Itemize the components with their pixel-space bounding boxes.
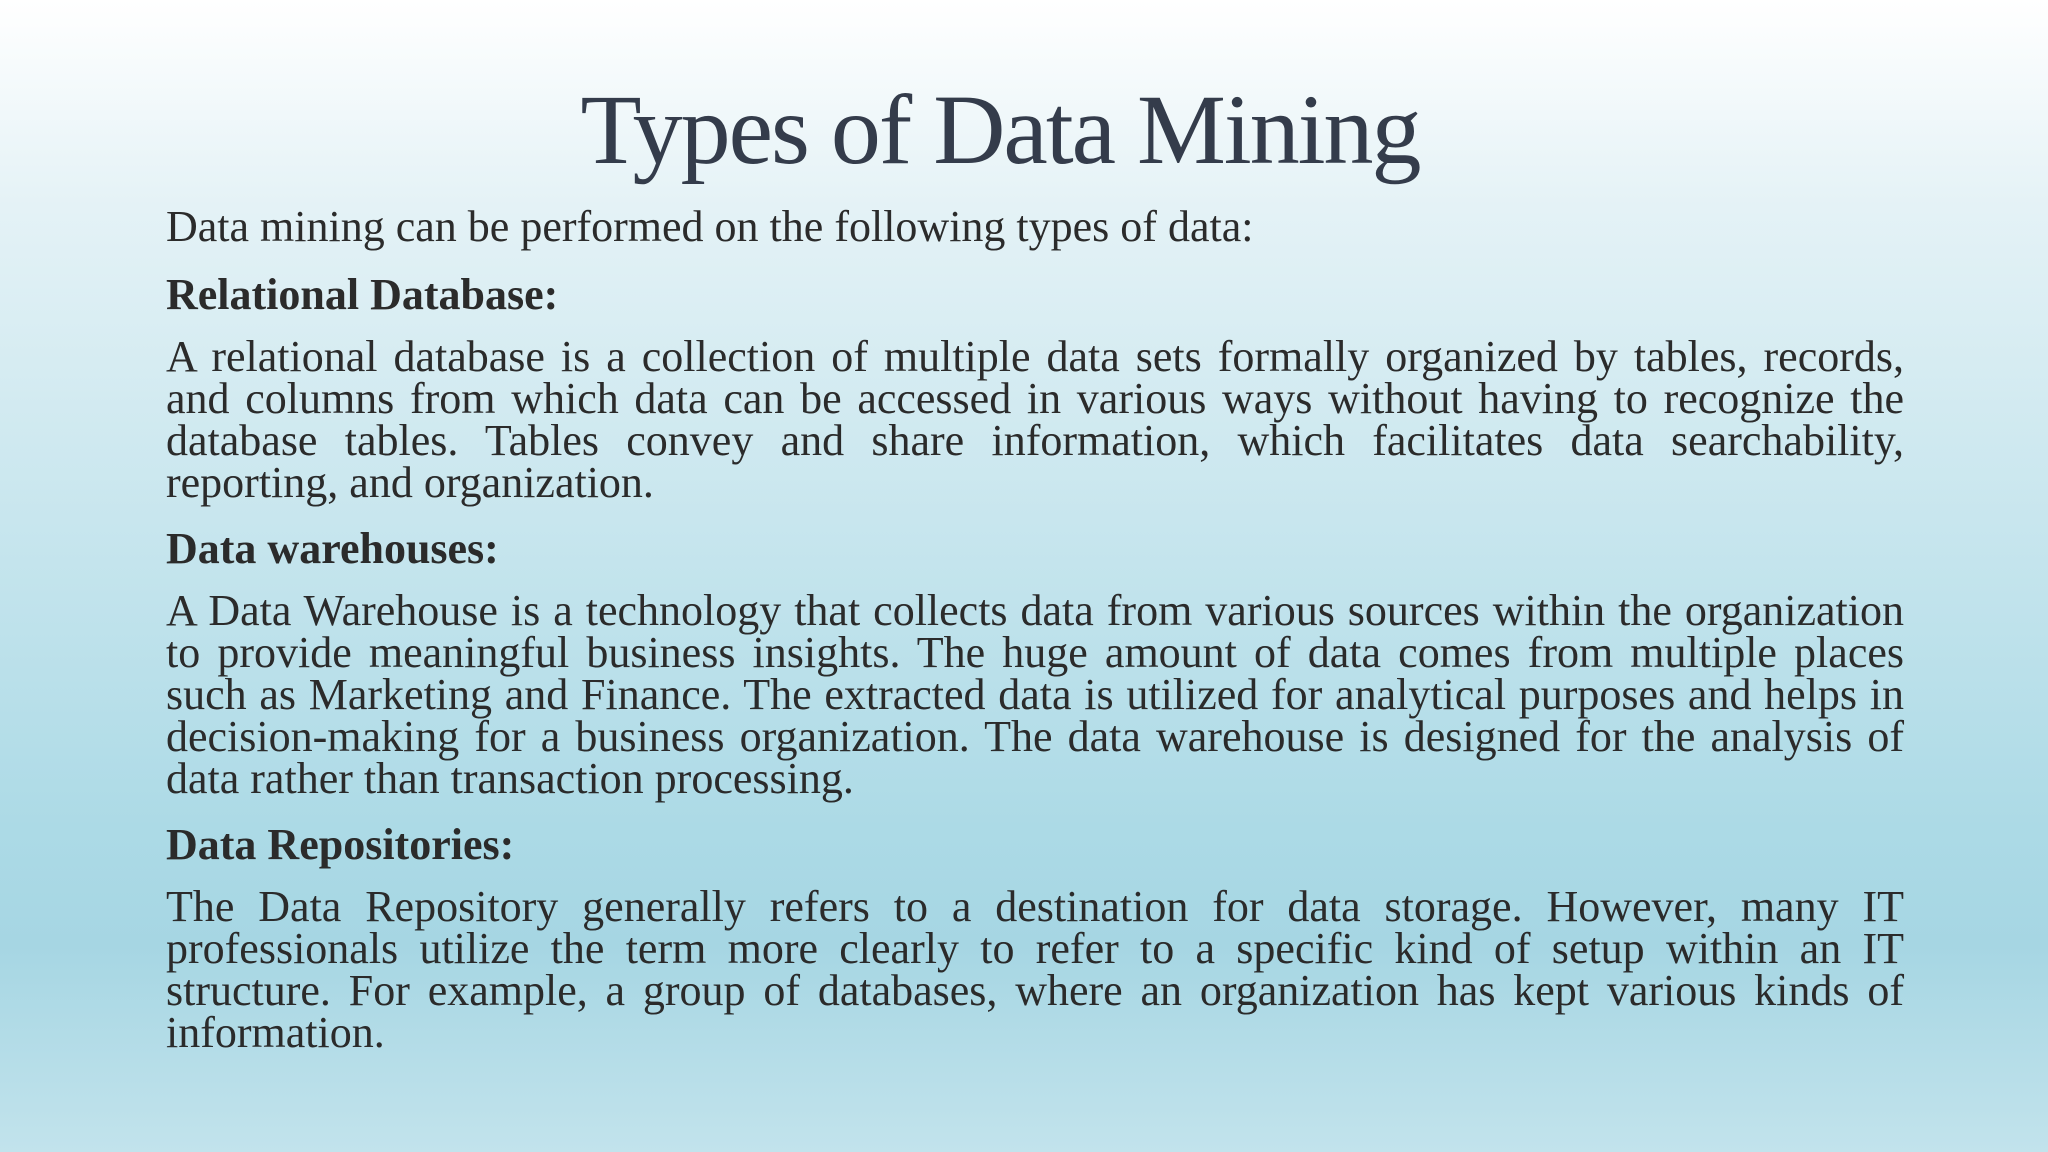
section-heading-data-warehouses: Data warehouses: [166, 524, 499, 573]
section-body-data-warehouses: A Data Warehouse is a technology that collects data from various sources within the organization to provide meaningful business insights. The huge amount of data comes from multiple places such as Marketing and Finance. The extracted data is utilized for analytical purposes and helps in decision-making for a business organization. The data warehouse is designed for the analysis of data rather than transaction processing. [166, 586, 1904, 803]
slide-content [166, 200, 1904, 1072]
section-heading-data-repositories: Data Repositories: [166, 820, 515, 869]
slide-title: Types of Data Mining [580, 74, 1420, 185]
section-body-relational-database: A relational database is a collection of multiple data sets formally organized by tables, records, and columns from which data can be accessed in various ways without having to recognize the database tables. Tables convey and share information, which facilitates data searchability, reporting, and organization. [166, 332, 1904, 507]
section-heading-relational-database: Relational Database: [166, 270, 559, 319]
section-body-data-repositories: The Data Repository generally refers to a destination for data storage. However, many IT professionals utilize the term more clearly to refer to a specific kind of setup within an IT structure. For example, a group of databases, where an organization has kept various kinds of information. [166, 882, 1904, 1057]
intro-text: Data mining can be performed on the following types of data: [166, 202, 1254, 251]
